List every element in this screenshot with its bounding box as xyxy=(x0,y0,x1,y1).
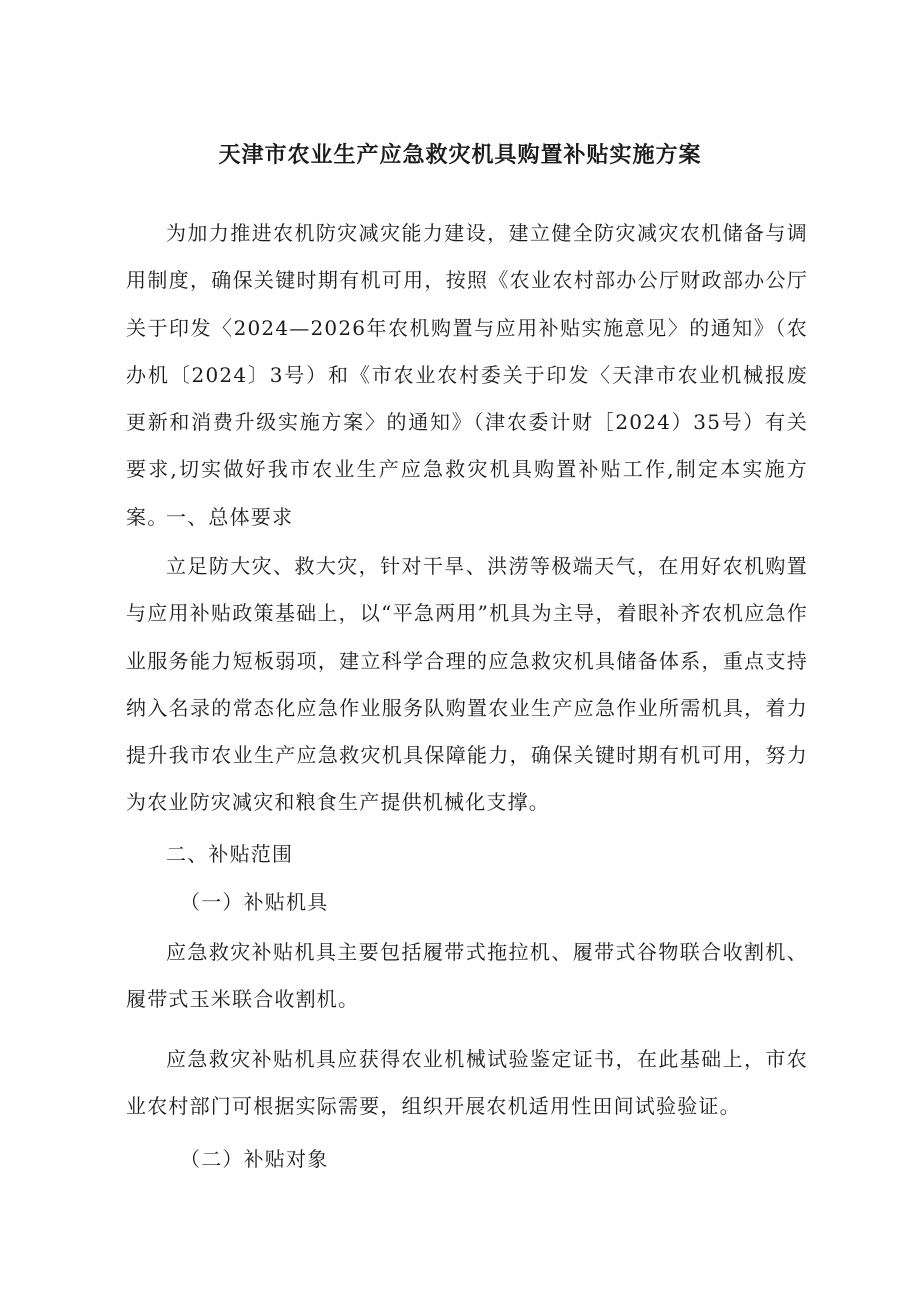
subsection-heading-subsidy-recipients: （二）补贴对象 xyxy=(180,1147,329,1171)
general-requirements-paragraph: 立足防大灾、救大灾，针对干旱、洪涝等极端天气，在用好农机购置与应用补贴政策基础上，以“平急两用”机具为主导，着眼补齐农机应急作业服务能力短板弱项，建立科学合理的应急救灾机具储备体系，重点支持纳入名录的常态化应急作业服务队购置农业生产应急作业所需机具，着力提升我市农业生产应急救灾机具保障能力，确保关键时期有机可用，努力为农业防灾减灾和粮食生产提供机械化支撑。 xyxy=(126,554,808,815)
subsidized-machinery-paragraph: 应急救灾补贴机具主要包括履带式拖拉机、履带式谷物联合收割机、履带式玉米联合收割机。 xyxy=(126,940,808,1012)
document-title: 天津市农业生产应急救灾机具购置补贴实施方案 xyxy=(218,141,702,168)
intro-paragraph: 为加力推进农机防灾减灾能力建设，建立健全防灾减灾农机储备与调用制度，确保关键时期有机可用，按照《农业农村部办公厅财政部办公厅关于印发〈2024—2026年农机购置与应用补贴实施意见〉的通知》（农办机〔2024〕3号）和《市农业农村委关于印发〈天津市农业机械报废更新和消费升级实施方案〉的通知》（津农委计财［2024）35号）有关要求,切实做好我市农业生产应急救灾机具购置补贴工作,制定本实施方案。 xyxy=(126,221,808,529)
section-heading-subsidy-scope: 二、补贴范围 xyxy=(166,842,294,866)
section-heading-general-requirements: 一、总体要求 xyxy=(166,505,294,529)
subsection-heading-subsidized-machinery: （一）补贴机具 xyxy=(180,890,329,914)
certification-paragraph: 应急救灾补贴机具应获得农业机械试验鉴定证书，在此基础上，市农业农村部门可根据实际需要，组织开展农机适用性田间试验验证。 xyxy=(126,1047,808,1119)
